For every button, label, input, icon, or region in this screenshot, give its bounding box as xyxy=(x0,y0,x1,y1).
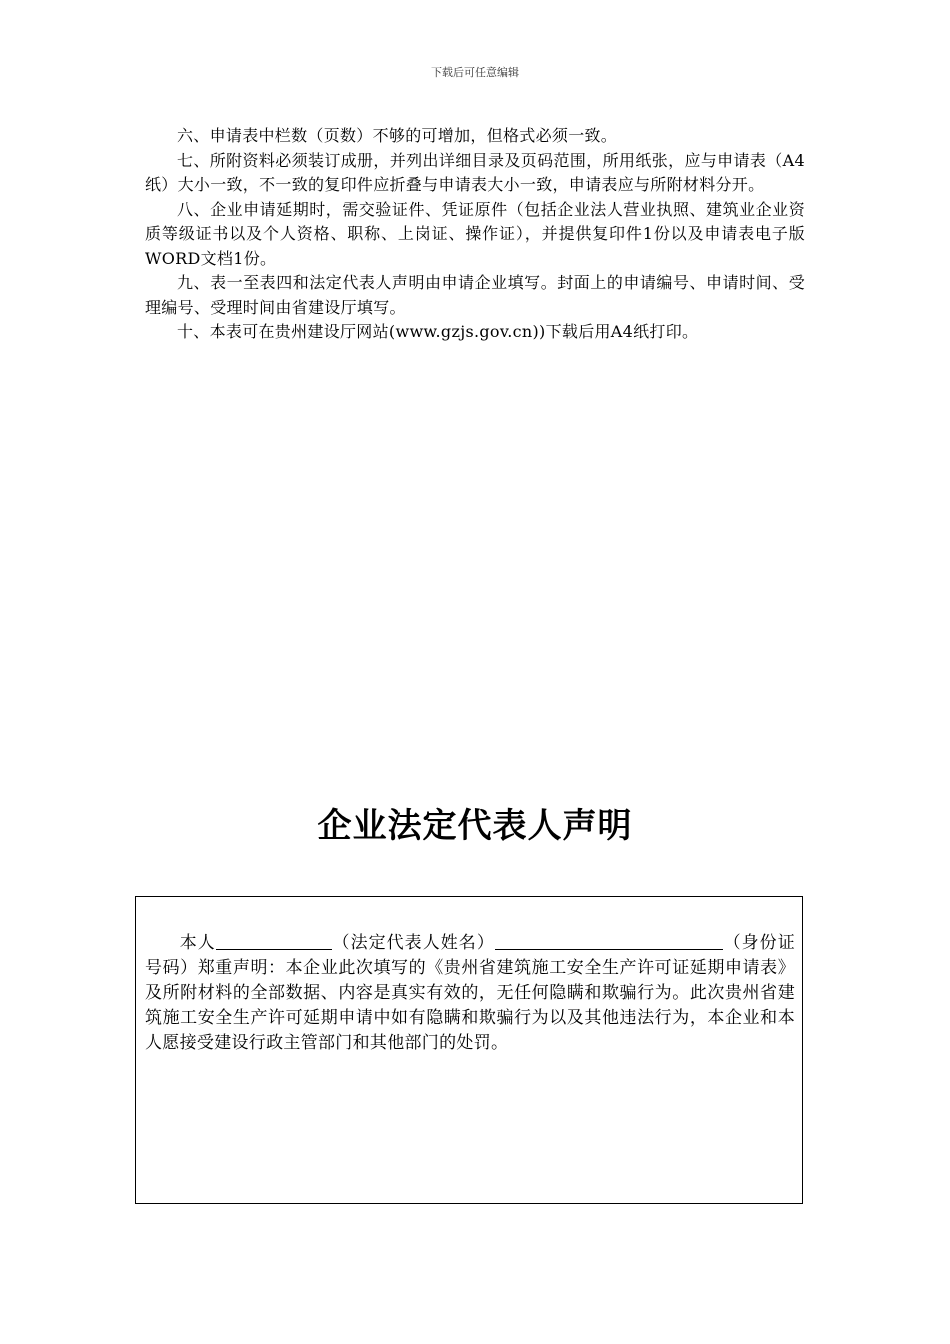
id-number-field[interactable] xyxy=(495,931,723,950)
instruction-item-8: 八、企业申请延期时，需交验证件、凭证原件（包括企业法人营业执照、建筑业企业资质等级证书以及个人资格、职称、上岗证、操作证），并提供复印件1份以及申请表电子版WORD文档1份。 xyxy=(145,199,805,268)
instruction-item-6: 六、申请表中栏数（页数）不够的可增加，但格式必须一致。 xyxy=(177,126,618,145)
declaration-box xyxy=(135,896,803,1204)
declaration-body: 郑重声明：本企业此次填写的《贵州省建筑施工安全生产许可证延期申请表》及所附材料的全部数据、内容是真实有效的，无任何隐瞒和欺骗行为。此次贵州省建筑施工安全生产许可延期申请中如有隐瞒和欺骗行为以及其他违法行为，本企业和本人愿接受建设行政主管部门和其他部门的处罚。 xyxy=(145,958,795,1053)
declaration-prefix: 本人 xyxy=(179,933,216,953)
declaration-title: 企业法定代表人声明 xyxy=(317,806,633,846)
id-hint: （身份证号码） xyxy=(145,933,795,978)
instruction-item-9: 九、表一至表四和法定代表人声明由申请企业填写。封面上的申请编号、申请时间、受理编号、受理时间由省建设厅填写。 xyxy=(145,273,805,317)
declaration-text xyxy=(145,931,795,1056)
representative-name-field[interactable] xyxy=(216,931,332,950)
instruction-item-10: 十、本表可在贵州建设厅网站(www.gzjs.gov.cn))下载后用A4纸打印。 xyxy=(177,322,699,341)
page-header: 下载后可任意编辑 xyxy=(431,66,519,79)
instructions-list xyxy=(145,124,805,345)
instruction-item-7: 七、所附资料必须装订成册，并列出详细目录及页码范围，所用纸张，应与申请表（A4纸）大小一致，不一致的复印件应折叠与申请表大小一致，申请表应与所附材料分开。 xyxy=(145,150,805,194)
name-hint: （法定代表人姓名） xyxy=(331,933,495,953)
